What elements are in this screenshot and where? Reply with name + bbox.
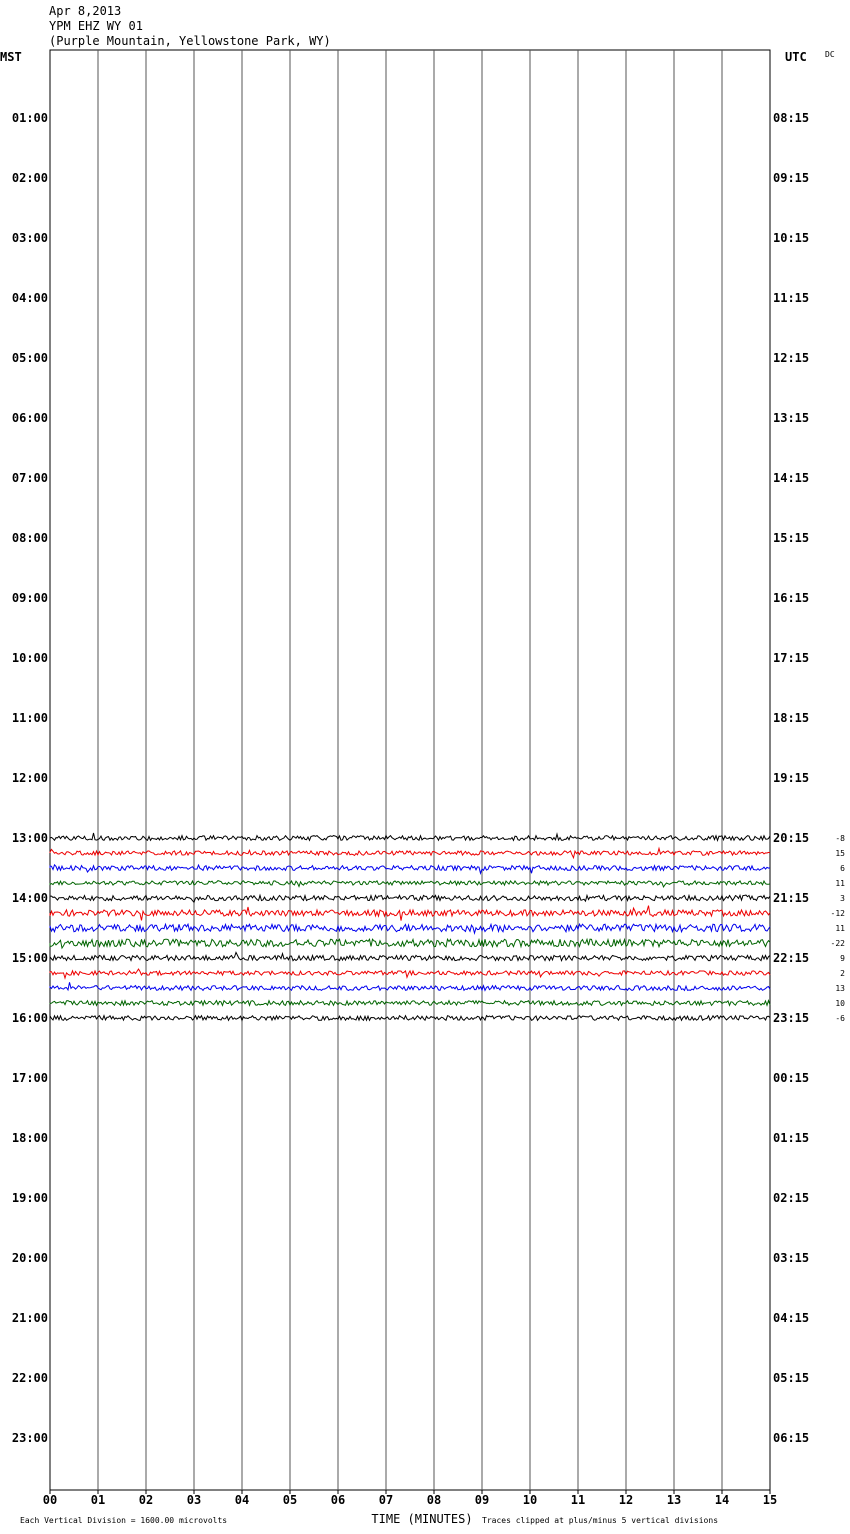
x-tick-label: 02: [138, 1493, 154, 1507]
plot-frame: [50, 50, 770, 1490]
x-tick-label: 07: [378, 1493, 394, 1507]
left-hour-label: 05:00: [11, 351, 48, 365]
chart-date: Apr 8,2013: [49, 4, 122, 18]
left-hour-label: 14:00: [11, 891, 48, 905]
x-tick-label: 05: [282, 1493, 298, 1507]
right-hour-label: 21:15: [773, 891, 810, 905]
left-hour-label: 03:00: [11, 231, 48, 245]
x-tick-label: 11: [570, 1493, 586, 1507]
left-hour-label: 06:00: [11, 411, 48, 425]
dc-offset-label: 13: [835, 984, 845, 993]
right-hour-label: 02:15: [773, 1191, 810, 1205]
left-hour-label: 17:00: [11, 1071, 48, 1085]
x-tick-label: 08: [426, 1493, 442, 1507]
right-hour-label: 16:15: [773, 591, 810, 605]
right-hour-label: 17:15: [773, 651, 810, 665]
x-tick-label: 12: [618, 1493, 634, 1507]
right-hour-label: 18:15: [773, 711, 810, 725]
seismic-trace: [50, 982, 770, 990]
seismic-trace: [50, 865, 770, 874]
seismic-trace: [50, 881, 770, 887]
right-hour-label: 13:15: [773, 411, 810, 425]
left-hour-label: 21:00: [11, 1311, 48, 1325]
dc-offset-label: 15: [835, 849, 845, 858]
x-tick-label: 04: [234, 1493, 250, 1507]
x-tick-label: 15: [762, 1493, 778, 1507]
x-tick-label: 14: [714, 1493, 730, 1507]
right-hour-label: 23:15: [773, 1011, 810, 1025]
dc-offset-label: 6: [840, 864, 845, 873]
right-hour-label: 03:15: [773, 1251, 810, 1265]
dc-offset-label: -12: [830, 909, 845, 918]
x-tick-label: 10: [522, 1493, 538, 1507]
x-axis-title: TIME (MINUTES): [371, 1512, 473, 1526]
left-hour-label: 09:00: [11, 591, 48, 605]
left-hour-label: 12:00: [11, 771, 48, 785]
dc-label: DC: [825, 50, 835, 59]
left-hour-label: 13:00: [11, 831, 48, 845]
scale-note: Each Vertical Division = 1600.00 microvolts: [20, 1516, 228, 1525]
right-hour-label: 10:15: [773, 231, 810, 245]
x-tick-label: 00: [42, 1493, 58, 1507]
right-hour-label: 05:15: [773, 1371, 810, 1385]
seismic-trace: [50, 848, 770, 857]
left-hour-label: 16:00: [11, 1011, 48, 1025]
left-hour-label: 23:00: [11, 1431, 48, 1445]
right-hour-label: 12:15: [773, 351, 810, 365]
right-hour-label: 22:15: [773, 951, 810, 965]
left-axis-label: MST: [0, 50, 22, 64]
station-code: YPM EHZ WY 01: [49, 19, 143, 33]
left-hour-label: 10:00: [11, 651, 48, 665]
right-hour-label: 20:15: [773, 831, 810, 845]
left-hour-label: 20:00: [11, 1251, 48, 1265]
left-hour-label: 04:00: [11, 291, 48, 305]
seismic-trace: [50, 833, 770, 840]
left-hour-label: 11:00: [11, 711, 48, 725]
left-hour-label: 22:00: [11, 1371, 48, 1385]
right-hour-label: 01:15: [773, 1131, 810, 1145]
right-hour-label: 11:15: [773, 291, 810, 305]
clip-note: Traces clipped at plus/minus 5 vertical divisions: [482, 1516, 719, 1525]
left-hour-label: 18:00: [11, 1131, 48, 1145]
right-hour-label: 09:15: [773, 171, 810, 185]
right-hour-label: 19:15: [773, 771, 810, 785]
dc-offset-label: 11: [835, 924, 845, 933]
left-hour-label: 02:00: [11, 171, 48, 185]
x-tick-label: 01: [90, 1493, 106, 1507]
x-tick-label: 09: [474, 1493, 490, 1507]
dc-offset-label: 2: [840, 969, 845, 978]
dc-offset-label: -6: [835, 1014, 845, 1023]
x-tick-label: 03: [186, 1493, 202, 1507]
dc-offset-label: 9: [840, 954, 845, 963]
seismic-trace: [50, 952, 770, 960]
dc-offset-label: 10: [835, 999, 845, 1008]
left-hour-label: 08:00: [11, 531, 48, 545]
right-hour-label: 06:15: [773, 1431, 810, 1445]
left-hour-label: 01:00: [11, 111, 48, 125]
right-hour-label: 00:15: [773, 1071, 810, 1085]
seismic-trace: [50, 906, 770, 921]
seismic-trace: [50, 924, 770, 933]
dc-offset-label: 11: [835, 879, 845, 888]
seismic-trace: [50, 1001, 770, 1006]
dc-offset-label: -8: [835, 834, 845, 843]
left-hour-label: 19:00: [11, 1191, 48, 1205]
x-tick-label: 06: [330, 1493, 346, 1507]
seismic-trace: [50, 895, 770, 902]
left-hour-label: 15:00: [11, 951, 48, 965]
dc-offset-label: -22: [830, 939, 845, 948]
dc-offset-label: 3: [840, 894, 845, 903]
right-hour-label: 14:15: [773, 471, 810, 485]
seismic-trace: [50, 939, 770, 948]
station-location: (Purple Mountain, Yellowstone Park, WY): [49, 34, 331, 48]
seismic-trace: [50, 969, 770, 978]
right-hour-label: 04:15: [773, 1311, 810, 1325]
right-hour-label: 08:15: [773, 111, 810, 125]
right-axis-label: UTC: [785, 50, 807, 64]
left-hour-label: 07:00: [11, 471, 48, 485]
seismic-trace: [50, 1016, 770, 1021]
x-tick-label: 13: [666, 1493, 682, 1507]
right-hour-label: 15:15: [773, 531, 810, 545]
